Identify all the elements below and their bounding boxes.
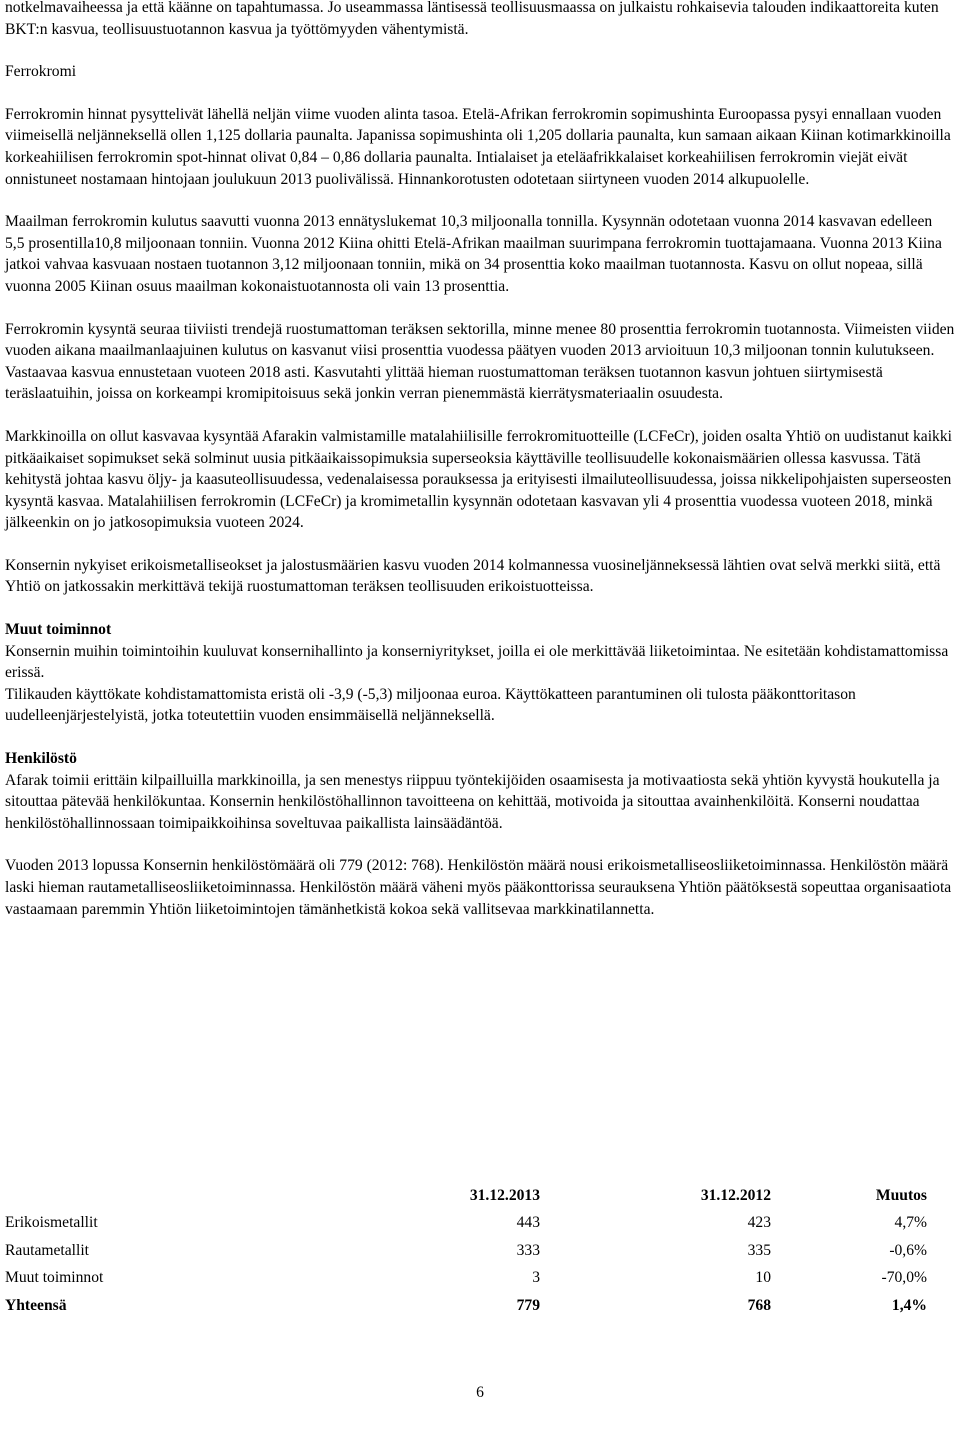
table-row — [5, 1265, 927, 1293]
table-cell: 1,4% — [891, 1296, 927, 1314]
intro-paragraph: notkelmavaiheessa ja että käänne on tapahtumassa. Jo useammassa läntisessä teollisuusmaassa on julkaistu rohkaisevia talouden indikaattoreita kuten BKT:n kasvua, teollisuustuotannon kasvua ja työttömyyden vähentymistä. — [5, 0, 939, 38]
paragraph: Afarak toimii erittäin kilpailluilla markkinoilla, ja sen menestys riippuu työntekijöiden osaamisesta ja motivaatiosta sekä yhtiön kyvystä houkutella ja sitouttaa pätevää henkilökuntaa. Konsernin henkilöstöhallinnon tavoitteena on kehittää, motivoida ja sitouttaa avainhenkilöitä. Konserni noudattaa henkilöstöhallinnossaan toimipaikkoihinsa soveltuvaa paikallista lainsäädäntöä. — [5, 771, 940, 832]
document-page — [5, 0, 955, 920]
table-cell: 779 — [516, 1296, 540, 1314]
paragraph: Tilikauden käyttökate kohdistamattomista eristä oli -3,9 (-5,3) miljoonaa euroa. Käyttökatteen parantuminen oli tulosta pääkonttoritason uudelleenjärjestelyistä, jotka toteutettiin vuoden ensimmäisellä neljänneksellä. — [5, 685, 856, 725]
table-cell: -0,6% — [889, 1241, 927, 1259]
page-number: 6 — [476, 1384, 484, 1401]
section-heading-personnel: Henkilöstö — [5, 750, 77, 768]
table-row — [5, 1210, 927, 1238]
table-cell: 3 — [532, 1269, 540, 1287]
paragraph: Ferrokromin kysyntä seuraa tiiviisti trendejä ruostumattoman teräksen sektorilla, minne menee 80 prosenttia ferrokromin tuotannosta. Viimeisten viiden vuoden aikana maailmanlaajuinen kulutus on kasvanut viisi prosenttia vuodessa päätyen vuoden 2013 arvioituun 10,3 miljoonan tonnin kulutukseen. Vastaavaa kasvua ennustetaan vuoteen 2018 asti. Kasvutahti ylittää hieman ruostumattoman teräksen tuotannon kasvun johtuen siirtymisestä teräslaatuihin, joissa on korkeampi kromipitoisuus sekä jonkin verran pienemmästä kierrätysmateriaalin osuudesta. — [5, 320, 955, 403]
paragraph: Maailman ferrokromin kulutus saavutti vuonna 2013 ennätyslukemat 10,3 miljoonalla tonnilla. Kysynnän odotetaan vuonna 2014 kasvavan edelleen 5,5 prosentilla10,8 miljoonaan tonniin. Vuonna 2012 Kiina ohitti Etelä-Afrikan maailman suurimpana ferrokromin tuottajamaana. Vuonna 2013 Kiina jatkoi vahvaa kasvuaan nostaen tuotannon 3,12 miljoonaan tonniin, mikä on 34 prosenttia koko maailman tuotannosta. Kasvu on ollut nopeaa, sillä vuonna 2005 Kiinan osuus maailman kokonaistuotannosta oli vain 13 prosenttia. — [5, 213, 942, 295]
table-row — [5, 1237, 927, 1265]
table-cell: Yhteensä — [5, 1296, 67, 1314]
personnel-table — [5, 1182, 927, 1320]
table-cell: 423 — [747, 1214, 771, 1232]
table-cell: Erikoismetallit — [5, 1214, 98, 1232]
section-heading-ferrochrome: Ferrokromi — [5, 63, 77, 81]
table-header-cell — [5, 1182, 215, 1210]
table-cell: Rautametallit — [5, 1241, 90, 1259]
table-header-cell: 31.12.2012 — [700, 1186, 771, 1204]
table-cell: 768 — [747, 1296, 771, 1314]
table-header-cell: Muutos — [875, 1186, 927, 1204]
table-cell: 333 — [516, 1241, 540, 1259]
paragraph: Vuoden 2013 lopussa Konsernin henkilöstömäärä oli 779 (2012: 768). Henkilöstön määrä nousi erikoismetalliseosliiketoiminnassa. Henkilöstön määrä laski hieman rautametalliseosliiketoiminnassa. Henkilöstön määrä väheni myös pääkonttorissa seurauksena Yhtiön päätöksestä sopeuttaa organisaatiota vastaamaan paremmin Yhtiön liiketoimintojen tämänhetkistä kokoa sekä vallitsevaa markkinatilannetta. — [5, 857, 952, 918]
table-cell: 10 — [755, 1269, 771, 1287]
table-cell: 443 — [516, 1214, 540, 1232]
section-heading-other-operations: Muut toiminnot — [5, 621, 112, 639]
table-total-row — [5, 1292, 927, 1320]
paragraph: Konsernin nykyiset erikoismetalliseokset ja jalostusmäärien kasvu vuoden 2014 kolmannessa vuosineljänneksessä lähtien ovat selvä merkki siitä, että Yhtiö on jatkossakin merkittävä tekijä ruostumattoman teräksen teollisuuden erikoistuotteissa. — [5, 556, 941, 596]
paragraph: Markkinoilla on ollut kasvavaa kysyntää Afarakin valmistamille matalahiilisille ferrokromituotteille (LCFeCr), joiden osalta Yhtiö on uudistanut kaikki pitkäaikaiset sopimukset sekä solminut uusia pitkäaikaissopimuksia superseoksia käyttäville teollisuudelle kokonaismäärien ollessa kasvussa. Tätä kehitystä johtaa kasvu öljy- ja kaasuteollisuudessa, vedenalaisessa porauksessa ja erityisesti ilmailuteollisuudessa, joissa nikkelipohjaisten superseosten kysyntä kasvaa. Matalahiilisen ferrokromin (LCFeCr) ja kromimetallin kysynnän odotetaan kasvavan yli 4 prosenttia vuodessa vuoteen 2018, minkä jälkeenkin on jo jatkosopimuksia vuoteen 2024. — [5, 427, 952, 532]
table-cell: -70,0% — [881, 1269, 927, 1287]
table-cell: 335 — [747, 1241, 771, 1259]
paragraph: Ferrokromin hinnat pysyttelivät lähellä neljän viime vuoden alinta tasoa. Etelä-Afrikan ferrokromin sopimushinta Euroopassa pysyi ennallaan vuoden viimeisellä neljänneksellä ollen 1,125 dollaria paunalta. Japanissa sopimushinta oli 1,205 dollaria paunalta, kun samaan aikaan Kiinan kotimarkkinoilla korkeahiilisen ferrokromin spot-hinnat olivat 0,84 – 0,86 dollaria paunalta. Intialaiset ja eteläafrikkalaiset korkeahiilisen ferrokromin viejät eivät onnistuneet nostamaan hintojaan joulukuun 2013 puolivälissä. Hinnankorotusten odotetaan siirtyneen vuoden 2014 alkupuolelle. — [5, 105, 951, 188]
table-cell: 4,7% — [894, 1214, 927, 1232]
paragraph: Konsernin muihin toimintoihin kuuluvat konsernihallinto ja konserniyritykset, joilla ei ole merkittävää liiketoimintaa. Ne esitetään kohdistamattomissa erissä. — [5, 642, 949, 682]
table-header-row — [5, 1182, 927, 1210]
table-header-cell: 31.12.2013 — [469, 1186, 540, 1204]
table-cell: Muut toiminnot — [5, 1269, 104, 1287]
